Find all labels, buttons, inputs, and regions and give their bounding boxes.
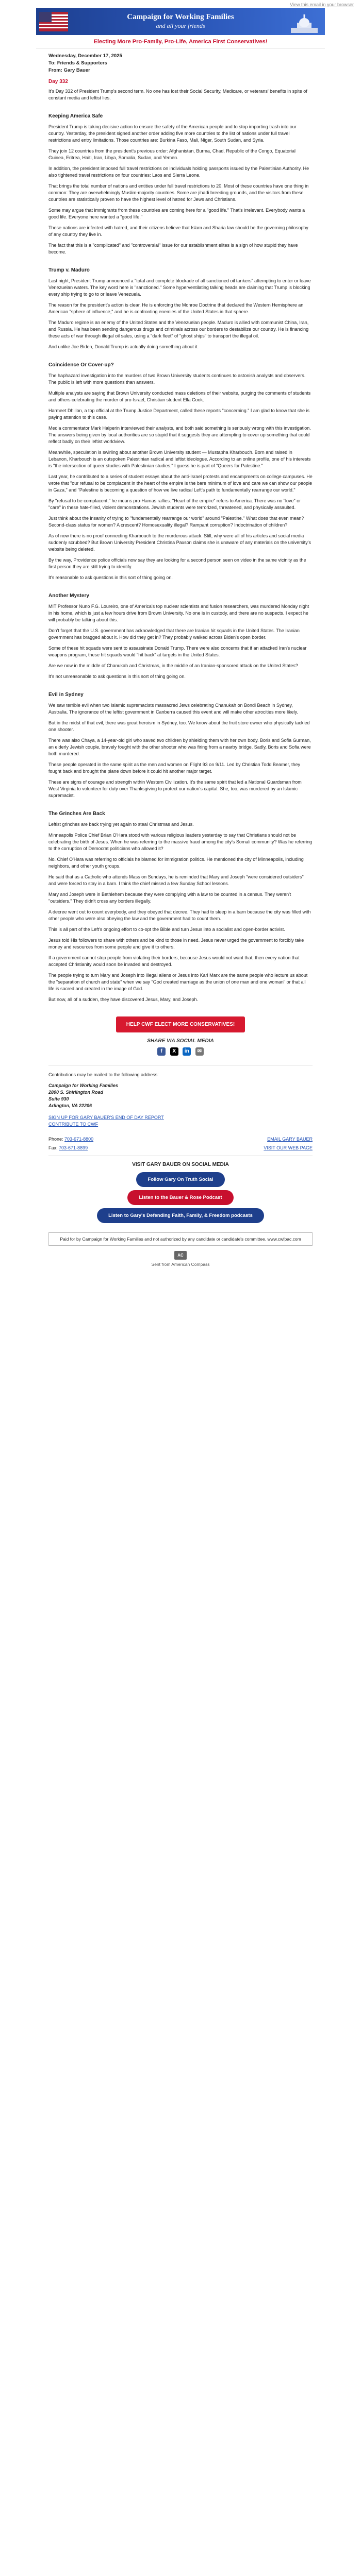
footer-addr2: Suite 930 (48, 1096, 69, 1101)
header-title (36, 13, 325, 30)
email-body (36, 48, 325, 1268)
ac-footer (48, 1251, 313, 1268)
x-twitter-icon[interactable]: X (170, 1047, 178, 1056)
section-paragraph: MIT Professor Nuno F.G. Loureiro, one of America's top nuclear scientists and fusion researchers, was murdered Monday night in his home, which is just a few hours drive from Brown University. No one is in custody, and there are no suspects. I expect he will probably be talking about this. (48, 604, 309, 622)
section-paragraph: But now, all of a sudden, they have discovered Jesus, Mary, and Joseph. (48, 997, 199, 1002)
section-heading: Evil in Sydney (48, 692, 84, 698)
section-heading: Another Mystery (48, 593, 89, 599)
section-paragraph: Last year, he contributed to a series of student essays about the anti-Israel protests and encampments on college campuses. He wrote that "our refusal to be complacent in the heart of the empire is the bare minimum of love and care we can show our people in Gaza," and "Palestine is becoming a question of how we live radical Left's path to fundamentally rearrange our world." (48, 474, 313, 493)
share-label: SHARE VIA SOCIAL MEDIA (147, 1038, 214, 1044)
fax-link[interactable]: 703-671-8899 (59, 1145, 88, 1150)
section-heading: The Grinches Are Back (48, 811, 105, 817)
visit-site-link[interactable]: VISIT OUR WEB PAGE (264, 1145, 313, 1150)
header-banner (36, 8, 325, 35)
section-paragraph: The fact that this is a "complicated" and "controversial" issue for our establishment elites is a sign of how stupid they have become. (48, 243, 298, 255)
section-paragraph: Last night, President Trump announced a "total and complete blockade of all sanctioned oil tankers" attempting to enter or leave Venezuelan waters. The key word here is "sanctioned." Some hyperventilating talking heads are claiming that Trump is blocking every ship trying to go to or leave Venezuela. (48, 278, 311, 297)
section-paragraph: In addition, the president imposed full travel restrictions on individuals holding passports issued by the Palestinian Authority. He also tightened travel restrictions on four countries: Laos and Sierra Leone. (48, 166, 309, 178)
section-paragraph: He said that as a Catholic who attends Mass on Sundays, he is reminded that Mary and Joseph "were considered outsiders" and were forced to stay in a barn. I think the chief missed a few Sunday School lessons. (48, 874, 304, 886)
section-paragraph: Leftist grinches are back trying yet again to steal Christmas and Jesus. (48, 822, 194, 827)
cta-wrap (48, 1016, 313, 1032)
view-in-browser (0, 0, 361, 8)
footer (48, 1072, 313, 1268)
contribute-link[interactable]: CONTRIBUTE TO CWF (48, 1122, 99, 1127)
section-heading: Keeping America Safe (48, 113, 103, 119)
section-paragraph: By the way, Providence police officials now say they are looking for a second person seen on video in the same vicinity as the first person they are still trying to identify. (48, 557, 306, 569)
section-paragraph: A decree went out to count everybody, and they obeyed that decree. They had to sleep in a barn because the city was filled with other people who were also obeying the law and the government had to count them. (48, 909, 311, 921)
footer-org: Campaign for Working Families (48, 1083, 118, 1088)
sections-container (48, 113, 313, 1003)
footer-links (48, 1114, 313, 1128)
section-paragraph: These people operated in the same spirit as the men and women on Flight 93 on 9/11. Led by Christian Todd Beamer, they fought back and brought the plane down before it could hit another major target. (48, 762, 300, 774)
section-paragraph: It's not unreasonable to ask questions in this sort of thing going on. (48, 674, 186, 679)
section-paragraph: Mary and Joseph were in Bethlehem because they were complying with a law to be counted in a census. They weren't "outsiders." They didn't cross any borders illegally. (48, 892, 291, 904)
section-paragraph: These nations are infected with hatred, and their citizens believe that Islam and Sharia law should be the governing philosophy of any country they live in. (48, 225, 308, 237)
defending-row (48, 1208, 313, 1223)
view-in-browser-link[interactable]: View this email in your browser (290, 2, 354, 7)
section-paragraph: As of now there is no proof connecting Kharbouch to the murderous attack. Still, why were all of his articles and social media suddenly scrubbed? But Brown University President Christina Paxson claims she is unaware of any materials on the university's website being deleted. (48, 533, 311, 552)
linkedin-icon[interactable]: in (183, 1047, 191, 1056)
section-paragraph: Some may argue that immigrants from these countries are coming here for a "good life." That's irrelevant. Everybody wants a good life. Everyone here wanted a "good life." (48, 208, 305, 219)
section-paragraph: And unlike Joe Biden, Donald Trump is actually doing something about it. (48, 344, 199, 349)
section-paragraph: It's reasonable to ask questions in this sort of thing going on. (48, 575, 173, 580)
meta-from: From: Gary Bauer (48, 67, 90, 73)
section-paragraph: Jesus told His followers to share with others and be kind to those in need. Jesus never urged the government to forcibly take money and resources from some people and give it to others. (48, 938, 304, 950)
section-paragraph: Minneapolis Police Chief Brian O'Hara stood with various religious leaders yesterday to say that Christians should not be celebrating the birth of Jesus. When he was referring to the massive fraud among the city's Somali community? Was he referring to the corruption of Democrat politicians who allowed it? (48, 833, 313, 851)
email-gary-link[interactable]: EMAIL GARY BAUER (267, 1137, 313, 1142)
section-paragraph: They join 12 countries from the president's previous order: Afghanistan, Burma, Chad, Republic of the Congo, Equatorial Guinea, Eritrea, Haiti, Iran, Libya, Somalia, Sudan, and Yemen. (48, 148, 296, 160)
defending-podcast-button[interactable]: Listen to Gary's Defending Faith, Family, & Freedom podcasts (97, 1208, 264, 1223)
section-paragraph: But in the midst of that evil, there was great heroism in Sydney, too. We know about the fruit store owner who physically tackled one shooter. (48, 720, 310, 732)
capitol-building-icon (289, 10, 320, 34)
meta-to: To: Friends & Supporters (48, 60, 107, 66)
section-paragraph: Just think about the insanity of trying to "fundamentally rearrange our world" around "Palestine." What does that even mean? Second-class status for women? A crescent? Homosexuality illegal? Rampant corruption? Indoctrination of children? (48, 516, 304, 528)
ac-logo: AC (174, 1251, 187, 1260)
email-gary-cell (175, 1135, 313, 1144)
contact-table (48, 1135, 313, 1153)
section-heading: Trump v. Maduro (48, 267, 90, 273)
help-cwf-button[interactable]: HELP CWF ELECT MORE CONSERVATIVES! (116, 1016, 245, 1032)
footer-addr1: 2800 S. Shirlington Road (48, 1090, 104, 1095)
section-paragraph: These are signs of courage and strength within Western Civilization. It's the same spirit that led a National Guardsman from West Virginia to volunteer for duty over Thanksgiving to protect our nation's capital. She, too, was murdered by an Islamic supremacist. (48, 779, 302, 798)
section-paragraph: Harmeet Dhillon, a top official at the Trump Justice Department, called these reports "concerning." I am glad to know that she is paying attention to this case. (48, 408, 309, 420)
visit-site-cell (175, 1144, 313, 1153)
meta-block (48, 53, 313, 74)
day-counter: Day 332 (48, 79, 68, 84)
section-paragraph: If a government cannot stop people from violating their borders, because Jesus would not want that, then every nation that accepted Christianity would soon be invaded and destroyed. (48, 955, 300, 967)
facebook-icon[interactable]: f (157, 1047, 166, 1056)
phone-label: Phone: (48, 1137, 63, 1142)
phone-row (48, 1135, 175, 1144)
paid-for-disclaimer: Paid for by Campaign for Working Families and not authorized by any candidate or candidate's committee. www.cwfpac.com (48, 1232, 313, 1246)
header-title-line1: Campaign for Working Families (127, 13, 234, 21)
fax-row (48, 1144, 175, 1153)
section-paragraph: This is all part of the Left's ongoing effort to co-opt the Bible and turn Jesus into a socialist and open-border activist. (48, 927, 285, 932)
truth-social-button[interactable]: Follow Gary On Truth Social (136, 1172, 224, 1187)
signup-report-link[interactable]: SIGN UP FOR GARY BAUER'S END OF DAY REPORT (48, 1115, 164, 1120)
ac-text: Sent from American Compass (151, 1262, 210, 1267)
section-paragraph: Are we now in the middle of Chanukah and Christmas, in the middle of an Iranian-sponsored attack on the United States? (48, 663, 298, 668)
truth-row (48, 1172, 313, 1187)
phone-link[interactable]: 703-671-8800 (64, 1137, 94, 1142)
meta-date: Wednesday, December 17, 2025 (48, 53, 122, 59)
section-heading: Coincidence Or Cover-up? (48, 362, 114, 368)
rose-row (48, 1190, 313, 1205)
contributions-note: Contributions may be mailed to the following address: (48, 1072, 159, 1077)
section-paragraph: There was also Chaya, a 14-year-old girl who saved two children by shielding them with her own body. Boris and Sofia Gurman, an elderly Jewish couple, bravely fought with the other shooter who was firing from a nearby bridge. Sadly, Boris and Sofia were both murdered. (48, 738, 311, 756)
section-paragraph: By "refusal to be complacent," he means pro-Hamas rallies. "Heart of the empire" refers to America. There was no "love" or "care" in these hate-filled, violent demonstrations. Jewish students were terrorized, threatened, and physically assaulted. (48, 498, 301, 510)
section-paragraph: The haphazard investigation into the murders of two Brown University students continues to astonish analysts and observers. The public is left with more questions than answers. (48, 373, 306, 385)
section-paragraph: That brings the total number of nations and entities under full travel restrictions to 20. Most of these countries have one thing in common: They are overwhelmingly Muslim-majority countries. Some are jihadi breeding grounds, and the visitors from these countries are statistically proven to have the highest level of hatred for Jews and Christians. (48, 183, 309, 202)
visit-heading: VISIT GARY BAUER ON SOCIAL MEDIA (132, 1162, 229, 1167)
email-icon[interactable]: ✉ (195, 1047, 204, 1056)
bauer-rose-podcast-button[interactable]: Listen to the Bauer & Rose Podcast (127, 1190, 233, 1205)
section-paragraph: Media commentator Mark Halperin interviewed their analysts, and both said something is seriously wrong with this investigation. The answers being given by local authorities are so stupid that it suggests they are attempting to cover up something that could reflect badly on their leftist worldview. (48, 426, 311, 444)
section-paragraph: We saw terrible evil when two Islamic supremacists massacred Jews celebrating Chanukah on Bondi Beach in Sydney, Australia. The ignorance of the leftist government in Canberra caused this event and will make other atrocities more likely. (48, 703, 298, 715)
section-paragraph: The reason for the president's action is clear. He is enforcing the Monroe Doctrine that declared the Western Hemisphere an American "sphere of influence," and he is confronting enemies of the United States in that sphere. (48, 302, 304, 314)
section-paragraph: Some of these hit squads were sent to assassinate Donald Trump. There were also concerns that if an attacked Iran's nuclear weapons program, these hit squads would "hit back" at targets in the United States. (48, 646, 307, 657)
email-container (36, 8, 325, 1268)
section-paragraph: No. Chief O'Hara was referring to officials he blamed for immigration politics. He mentioned the city of Minneapolis, including neighbors, and other youth groups. (48, 857, 304, 869)
section-paragraph: The people trying to turn Mary and Joseph into illegal aliens or Jesus into Karl Marx are the same people who lecture us about the "separation of church and state" when we say "God created marriage as the union of one man and one woman" or that all life is sacred and created in the image of God. (48, 973, 308, 991)
fax-label: Fax: (48, 1145, 58, 1150)
share-icons (48, 1047, 313, 1056)
intro-paragraph: It's Day 332 of President Trump's second term. No one has lost their Social Security, Medicare, or veterans' benefits in spite of constant media and leftist lies. (48, 89, 307, 100)
section-paragraph: President Trump is taking decisive action to ensure the safety of the American people and to stop importing trash into our country. Yesterday, the president signed another order adding five more countries to the list of nations under full travel restrictions and entry limitations. Those countries are: Burkina Faso, Mali, Niger, South Sudan, and Syria. (48, 124, 297, 143)
section-paragraph: The Maduro regime is an enemy of the United States and the Venezuelan people. Maduro is allied with communist China, Iran, and Russia. He has been sending dangerous drugs and criminals across our borders to destabilize our country. He is financing these acts of war through illegal oil sales, using a "dark fleet" of "ghost ships" to transport the illegal oil. (48, 320, 309, 338)
tagline: Electing More Pro-Family, Pro-Life, America First Conservatives! (93, 39, 268, 45)
footer-addr3: Arlington, VA 22206 (48, 1103, 92, 1108)
section-paragraph: Meanwhile, speculation is swirling about another Brown University student — Mustapha Kharbouch. Born and raised in Lebanon, Kharbouch is an outspoken Palestinian radical and leftist ideologue. According to an online profile, one of his interests is "the intersection of queer studies with Palestinian studies." I guess he is part of "Queers for Palestine." (48, 450, 311, 468)
section-paragraph: Don't forget that the U.S. government has acknowledged that there are Iranian hit squads in the United States. The Iranian government has bragged about it. How did they get in? They probably walked across Biden's open border. (48, 628, 300, 640)
header-title-line2: and all your friends (156, 22, 205, 29)
section-paragraph: Multiple analysts are saying that Brown University conducted mass deletions of their website, purging the comments of students and others celebrating the murder of pro-Israel, Christian student Ella Cook. (48, 391, 311, 402)
